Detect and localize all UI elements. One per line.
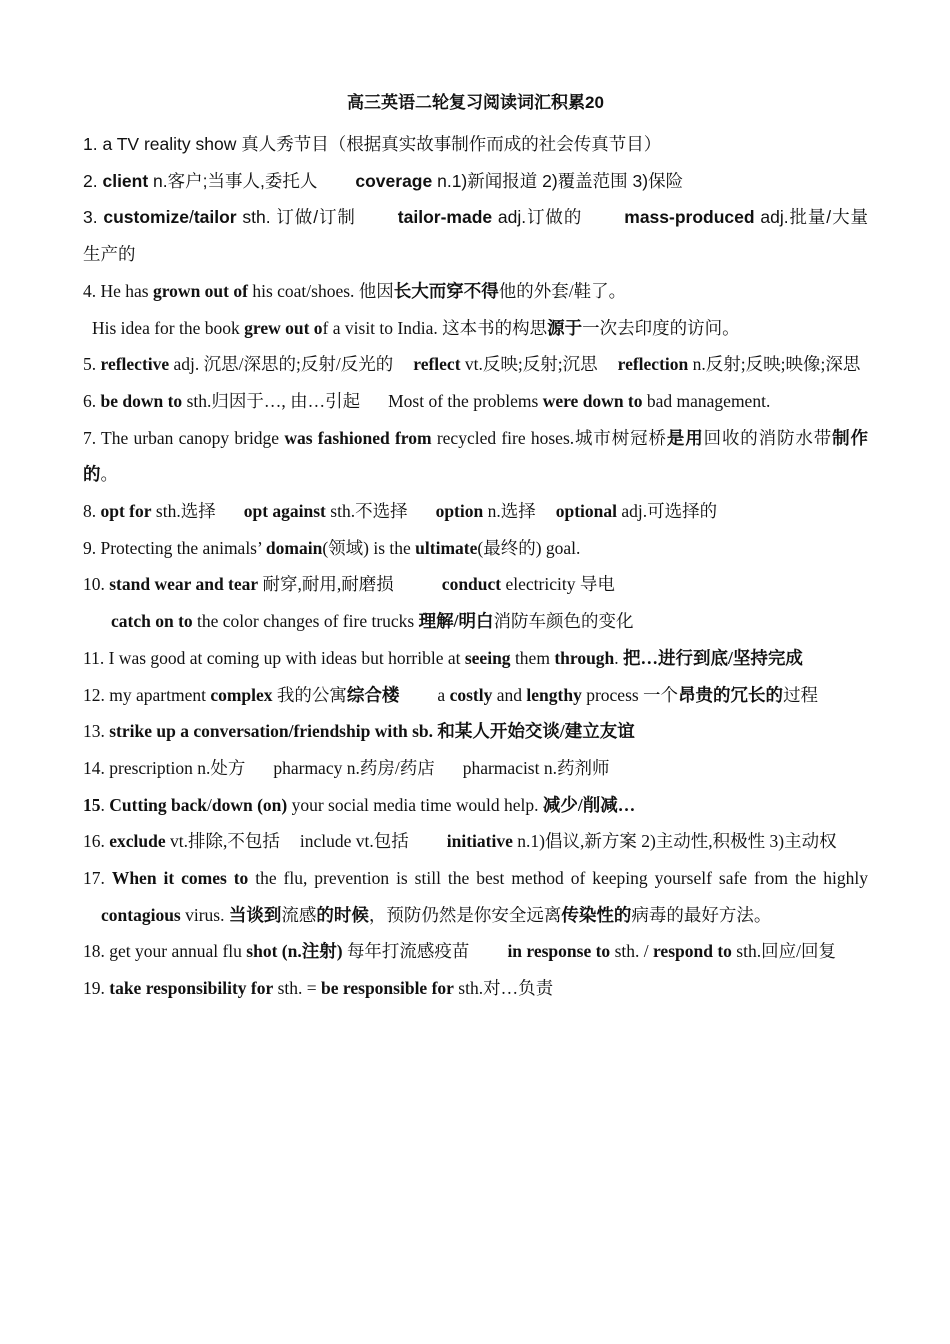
item-4-example: [83, 310, 868, 347]
text: His idea for the book: [92, 317, 245, 338]
text: them: [510, 647, 555, 668]
item-18: [83, 933, 868, 970]
term-translation: 昂贵的冗长的: [678, 684, 784, 705]
term: down (on): [211, 794, 288, 815]
text: process 一个: [581, 684, 679, 705]
item-16: [83, 823, 868, 860]
item-number: 3.: [83, 207, 104, 228]
text: 过程: [783, 684, 819, 705]
term: were down to: [542, 390, 643, 411]
definition: adj.批量/大量生产的: [83, 207, 868, 265]
term: opt against: [243, 501, 326, 522]
definition: adj.订做的: [492, 207, 583, 228]
definition: n.1)倡议,新方案 2)主动性,积极性 3)主动权: [512, 831, 837, 852]
term-translation: 传染性的: [561, 904, 632, 925]
definition: sth.选择: [151, 501, 216, 522]
text: /: [206, 794, 212, 815]
item-number: 13.: [83, 721, 110, 742]
term: coverage: [355, 170, 433, 191]
item-6: [83, 383, 868, 420]
term: mass-produced: [624, 207, 755, 228]
text: .: [614, 647, 624, 668]
term: grew out o: [244, 317, 323, 338]
text: pharmacy n.药房/药店: [273, 757, 435, 778]
term: through: [554, 647, 615, 668]
definition: n.反射;反映;映像;深思: [688, 354, 861, 375]
text: sth.回应/回复: [731, 941, 836, 962]
term: exclude: [109, 831, 166, 852]
text: 14. prescription n.处方: [83, 757, 246, 778]
text: 一次去印度的访问。: [582, 317, 740, 338]
term-translation: 是用: [666, 427, 704, 448]
term-translation: 的时候: [316, 904, 369, 925]
definition: include vt.包括: [299, 831, 409, 852]
term: client: [102, 170, 149, 191]
term: customize: [103, 207, 189, 228]
term: costly: [449, 684, 493, 705]
text: (领域) is the: [322, 537, 416, 558]
term: Cutting back: [109, 794, 207, 815]
definition: adj. 沉思/深思的;反射/反光的: [169, 354, 394, 375]
item-14: [83, 750, 868, 787]
text: sth. /: [610, 941, 653, 962]
term: stand wear and tear: [109, 574, 259, 595]
item-5: [83, 346, 868, 383]
item-2: [83, 163, 868, 200]
term: reflect: [413, 354, 461, 375]
definition: sth.归因于…, 由…引起: [182, 390, 361, 411]
item-12: [83, 677, 868, 714]
text: 7. The urban canopy bridge: [83, 427, 285, 448]
text: 消防车颜色的变化: [493, 611, 634, 632]
text: ，预防仍然是你安全远离: [368, 904, 562, 925]
item-number: 6.: [83, 390, 101, 411]
term-translation: 综合楼: [346, 684, 400, 705]
item-10-extra: [83, 603, 868, 640]
text: 病毒的最好方法。: [631, 904, 772, 925]
definition: n.1)新闻报道 2)覆盖范围 3)保险: [432, 170, 684, 191]
term-translation: 理解/明白: [418, 611, 494, 632]
definition: vt.反映;反射;沉思: [460, 354, 598, 375]
item-13: [83, 713, 868, 750]
definition: vt.排除,不包括: [165, 831, 280, 852]
text: pharmacist n.药剂师: [462, 757, 610, 778]
item-10: [83, 566, 868, 603]
definition: sth. 订做/订制: [236, 207, 356, 228]
item-number: 15: [83, 794, 101, 815]
separator: /: [188, 207, 194, 228]
item-number: 19.: [83, 978, 110, 999]
term-translation: 把…进行到底/坚持完成: [623, 647, 803, 668]
term: seeing: [464, 647, 511, 668]
term: shot (n.注射): [246, 941, 343, 962]
text: 11. I was good at coming up with ideas but horrible at: [83, 647, 465, 668]
term: reflection: [617, 354, 689, 375]
term: lengthy: [526, 684, 582, 705]
item-number: 8.: [83, 501, 101, 522]
item-15: [83, 787, 868, 824]
item-9: [83, 530, 868, 567]
text: 回收的消防水带: [703, 427, 833, 448]
term: respond to: [652, 941, 732, 962]
term: optional: [555, 501, 618, 522]
item-number: 5.: [83, 354, 101, 375]
term: reflective: [100, 354, 170, 375]
item-11: [83, 640, 868, 677]
text: a: [437, 684, 450, 705]
term: tailor: [193, 207, 237, 228]
text: the color changes of fire trucks: [192, 611, 419, 632]
term: was fashioned from: [284, 427, 432, 448]
text: 12. my apartment: [83, 684, 211, 705]
text: your social media time would help.: [287, 794, 543, 815]
definition: electricity 导电: [501, 574, 615, 595]
text: (最终的) goal.: [477, 537, 581, 558]
term-translation: 当谈到: [228, 904, 282, 925]
term-translation: 制作的: [83, 427, 869, 485]
text: 。: [100, 464, 118, 485]
text: 他的外套/鞋了。: [498, 280, 627, 301]
term: domain: [265, 537, 323, 558]
term-translation: 源于: [547, 317, 583, 338]
text: and: [492, 684, 527, 705]
document-title: 高三英语二轮复习阅读词汇积累20: [347, 93, 604, 112]
item-17: [83, 860, 868, 933]
definition: n.客户;当事人,委托人: [148, 170, 318, 191]
item-19: [83, 970, 868, 1007]
term: opt for: [100, 501, 152, 522]
item-1: 1. a TV reality show 真人秀节目（根据真实故事制作而成的社会传真节目）: [83, 134, 662, 154]
term: tailor-made: [397, 207, 493, 228]
text: f a visit to India. 这本书的构思: [322, 317, 548, 338]
item-4: [83, 273, 868, 310]
definition: adj.可选择的: [617, 501, 718, 522]
term: contagious: [101, 904, 181, 925]
text: Most of the problems: [388, 390, 543, 411]
text: recycled fire hoses.城市树冠桥: [431, 427, 667, 448]
term: grown out of: [152, 280, 248, 301]
term: in response to: [507, 941, 611, 962]
definition: sth.不选择: [325, 501, 408, 522]
term: complex: [210, 684, 273, 705]
text: sth. =: [273, 978, 322, 999]
text: 18. get your annual flu: [83, 941, 247, 962]
term: When it comes to: [111, 868, 249, 889]
term-translation: 减少/削减…: [542, 794, 636, 815]
term: option: [435, 501, 484, 522]
text: his coat/shoes. 他因: [247, 280, 394, 301]
item-3: [83, 199, 868, 272]
term: initiative: [446, 831, 513, 852]
term-translation: 长大而穿不得: [393, 280, 499, 301]
text: 4. He has: [83, 280, 153, 301]
item-number: 16.: [83, 831, 110, 852]
definition: 耐穿,耐用,耐磨损: [258, 574, 394, 595]
text: bad management.: [642, 390, 771, 411]
term: be responsible for: [321, 978, 454, 999]
item-7: [83, 420, 868, 493]
item-number: 17.: [83, 868, 112, 889]
term: be down to: [100, 390, 183, 411]
text: virus.: [180, 904, 229, 925]
text: 流感: [281, 904, 317, 925]
term: catch on to: [111, 611, 193, 632]
item-number: 10.: [83, 574, 110, 595]
text: .: [100, 794, 110, 815]
item-8: [83, 493, 868, 530]
term: take responsibility for: [109, 978, 274, 999]
text: 每年打流感疫苗: [342, 941, 470, 962]
text: sth.对…负责: [453, 978, 554, 999]
term: conduct: [441, 574, 502, 595]
text: 我的公寓: [272, 684, 347, 705]
item-number: 2.: [83, 170, 103, 191]
definition: n.选择: [483, 501, 536, 522]
term: ultimate: [415, 537, 478, 558]
text: 9. Protecting the animals’: [83, 537, 266, 558]
term: strike up a conversation/friendship with sb. 和某人开始交谈/建立友谊: [109, 721, 635, 742]
text: the flu, prevention is still the best method of keeping yourself safe from the highly: [248, 868, 868, 889]
